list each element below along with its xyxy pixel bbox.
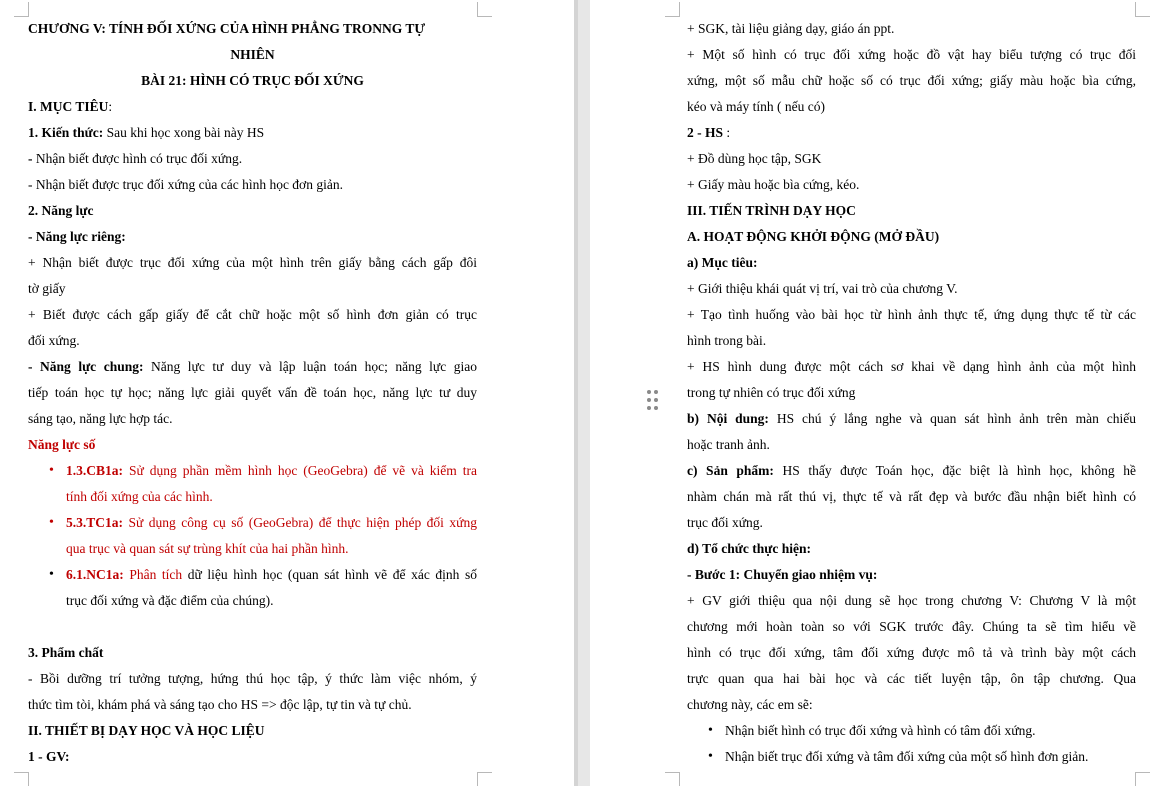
paragraph-line: trong tự nhiên có trục đối xứng xyxy=(687,385,856,400)
paragraph-line: chương mới hoàn toàn so với SGK trước đây. Chúng ta sẽ tìm hiểu về xyxy=(687,619,1136,634)
subheading: a) Mục tiêu: xyxy=(687,255,758,270)
list-item: • 6.1.NC1a: Phân tích dữ liệu hình học (quan sát hình vẽ để xác định số xyxy=(28,562,477,588)
paragraph-line: hình trong bài. xyxy=(687,333,767,348)
paragraph-line: chương này, các em sẽ: xyxy=(687,697,813,712)
section-heading: I. MỤC TIÊU: xyxy=(28,99,113,114)
list-item-cont: tính đối xứng của các hình. xyxy=(66,489,213,504)
paragraph-line: trục đối xứng. xyxy=(687,515,763,530)
crop-mark xyxy=(477,772,492,786)
section-heading: III. TIẾN TRÌNH DẠY HỌC xyxy=(687,203,856,218)
paragraph-line: hoặc tranh ảnh. xyxy=(687,437,770,452)
paragraph-line: + SGK, tài liệu giảng dạy, giáo án ppt. xyxy=(687,21,895,36)
paragraph-line: trực quan qua hai bài học và các tiết luyện tập, ôn tập chương. Qua xyxy=(687,671,1136,686)
paragraph-line: xứng, một số mẫu chữ hoặc số có trục đối xứng; giấy màu hoặc bìa cứng, xyxy=(687,73,1136,88)
subheading: 3. Phẩm chất xyxy=(28,645,104,660)
subheading: 2 - HS : xyxy=(687,125,731,140)
paragraph-line: + Nhận biết được trục đối xứng của một hình trên giấy bằng cách gấp đôi xyxy=(28,255,477,270)
paragraph-line: + Giới thiệu khái quát vị trí, vai trò của chương V. xyxy=(687,281,958,296)
paragraph-line: tiếp toán học tự học; năng lực giải quyết vấn đề toán học, năng lực tư duy xyxy=(28,385,477,400)
paragraph-line: b) Nội dung: HS chú ý lắng nghe và quan sát hình ảnh trên màn chiếu xyxy=(687,411,1136,426)
paragraph: 1. Kiến thức: Sau khi học xong bài này HS xyxy=(28,125,265,140)
crop-mark xyxy=(665,2,680,17)
list-item-cont: trục đối xứng và đặc điểm của chúng). xyxy=(66,593,274,608)
section-heading: A. HOẠT ĐỘNG KHỞI ĐỘNG (MỞ ĐẦU) xyxy=(687,229,940,244)
list-item: • 5.3.TC1a: Sử dụng công cụ số (GeoGebra) để thực hiện phép đối xứng xyxy=(28,510,477,536)
chapter-title-cont: NHIÊN xyxy=(230,47,275,62)
bullet-icon: • xyxy=(49,515,54,530)
paragraph-line: - Năng lực chung: Năng lực tư duy và lập luận toán học; năng lực giao xyxy=(28,359,477,374)
crop-mark xyxy=(477,2,492,17)
bullet-icon: • xyxy=(708,723,713,738)
bullet-icon: • xyxy=(49,463,54,478)
page-left-body xyxy=(28,16,477,770)
crop-mark xyxy=(14,2,29,17)
list-item: • Nhận biết hình có trục đối xứng và hình có tâm đối xứng. xyxy=(687,718,1136,744)
paragraph-line: nhàm chán mà rất thú vị, thực tế và rất đẹp và bước đầu nhận biết hình có xyxy=(687,489,1136,504)
paragraph-line: + Giấy màu hoặc bìa cứng, kéo. xyxy=(687,177,860,192)
subheading: - Bước 1: Chuyển giao nhiệm vụ: xyxy=(687,567,878,582)
page-right-body xyxy=(687,16,1136,770)
paragraph-line: + Tạo tình huống vào bài học từ hình ảnh thực tế, ứng dụng thực tế từ các xyxy=(687,307,1136,322)
paragraph-line: - Bồi dưỡng trí tưởng tượng, hứng thú học tập, ý thức làm việc nhóm, ý xyxy=(28,671,477,686)
bullet-icon: • xyxy=(49,567,54,582)
paragraph-line: tờ giấy xyxy=(28,281,66,296)
document-page-left xyxy=(0,0,574,786)
paragraph: - Nhận biết được trục đối xứng của các hình học đơn giản. xyxy=(28,177,343,192)
paragraph-line: + Một số hình có trục đối xứng hoặc đồ vật hay biểu tượng có trục đối xyxy=(687,47,1136,62)
paragraph-line: thức tìm tòi, khám phá và sáng tạo cho HS => độc lập, tự tin và tự chủ. xyxy=(28,697,412,712)
list-item-cont: qua trục và quan sát sự trùng khít của hai phần hình. xyxy=(66,541,349,556)
lesson-title: BÀI 21: HÌNH CÓ TRỤC ĐỐI XỨNG xyxy=(141,73,364,88)
document-page-right xyxy=(590,0,1151,786)
subheading: - Năng lực riêng: xyxy=(28,229,126,244)
paragraph-line: sáng tạo, năng lực hợp tác. xyxy=(28,411,173,426)
list-item: • Nhận biết trục đối xứng và tâm đối xứng của một số hình đơn giản. xyxy=(687,744,1136,770)
paragraph-line: kéo và máy tính ( nếu có) xyxy=(687,99,825,114)
paragraph-line: + GV giới thiệu qua nội dung sẽ học trong chương V: Chương V là một xyxy=(687,593,1136,608)
subheading: d) Tổ chức thực hiện: xyxy=(687,541,811,556)
crop-mark xyxy=(14,772,29,786)
spacer xyxy=(28,614,477,640)
subheading: 1 - GV: xyxy=(28,749,70,764)
paragraph: - Nhận biết được hình có trục đối xứng. xyxy=(28,151,243,166)
crop-mark xyxy=(1135,772,1150,786)
paragraph-line: c) Sản phẩm: HS thấy được Toán học, đặc biệt là hình học, không hề xyxy=(687,463,1136,478)
paragraph-line: hình có trục đối xứng, tâm đối xứng được mô tả và trình bày một cách xyxy=(687,645,1136,660)
bullet-icon: • xyxy=(708,749,713,764)
paragraph-line: + Đồ dùng học tập, SGK xyxy=(687,151,822,166)
paragraph-line: + HS hình dung được một cách sơ khai về dạng hình ảnh của một hình xyxy=(687,359,1136,374)
subheading: 2. Năng lực xyxy=(28,203,94,218)
section-heading: II. THIẾT BỊ DẠY HỌC VÀ HỌC LIỆU xyxy=(28,723,265,738)
crop-mark xyxy=(665,772,680,786)
page-gutter xyxy=(574,0,590,786)
list-item: • 1.3.CB1a: Sử dụng phần mềm hình học (GeoGebra) để vẽ và kiểm tra xyxy=(28,458,477,484)
crop-mark xyxy=(1135,2,1150,17)
subheading-digital: Năng lực số xyxy=(28,437,96,452)
chapter-title: CHƯƠNG V: TÍNH ĐỐI XỨNG CỦA HÌNH PHẲNG TRONNG TỰ xyxy=(28,21,426,36)
paragraph-line: + Biết được cách gấp giấy để cắt chữ hoặc một số hình đơn giản có trục xyxy=(28,307,477,322)
paragraph-line: đối xứng. xyxy=(28,333,80,348)
drag-handle-icon[interactable] xyxy=(647,390,661,412)
